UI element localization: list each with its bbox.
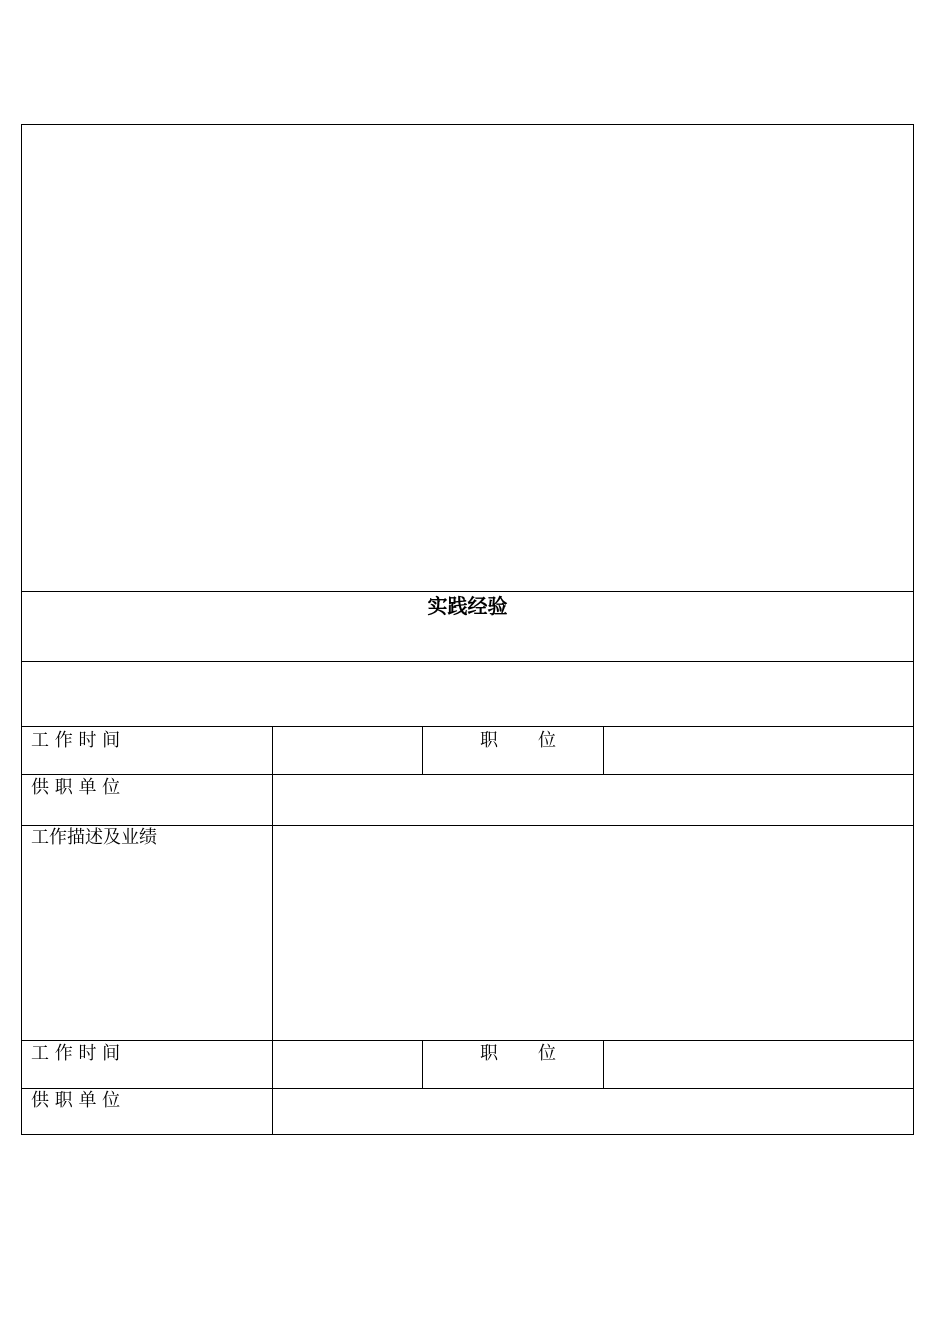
work-time-label: 工 作 时 间 (31, 1043, 121, 1064)
work-time-label: 工 作 时 间 (31, 730, 121, 751)
description-label: 工作描述及业绩 (31, 827, 157, 848)
position-label: 职 位 (480, 730, 557, 751)
position-label: 职 位 (480, 1043, 557, 1064)
section-title: 实践经验 (427, 594, 508, 618)
row-divider (21, 591, 914, 592)
description-field[interactable] (273, 826, 913, 1040)
employer-field[interactable] (273, 1089, 913, 1134)
employer-label: 供 职 单 位 (31, 777, 121, 798)
position-field[interactable] (604, 1041, 913, 1088)
position-field[interactable] (604, 727, 913, 774)
row-divider (21, 661, 914, 662)
work-time-field[interactable] (273, 1041, 422, 1088)
employer-label: 供 职 单 位 (31, 1090, 121, 1111)
employer-field[interactable] (273, 775, 913, 825)
column-divider (422, 1040, 423, 1088)
column-divider (422, 726, 423, 774)
work-time-field[interactable] (273, 727, 422, 774)
